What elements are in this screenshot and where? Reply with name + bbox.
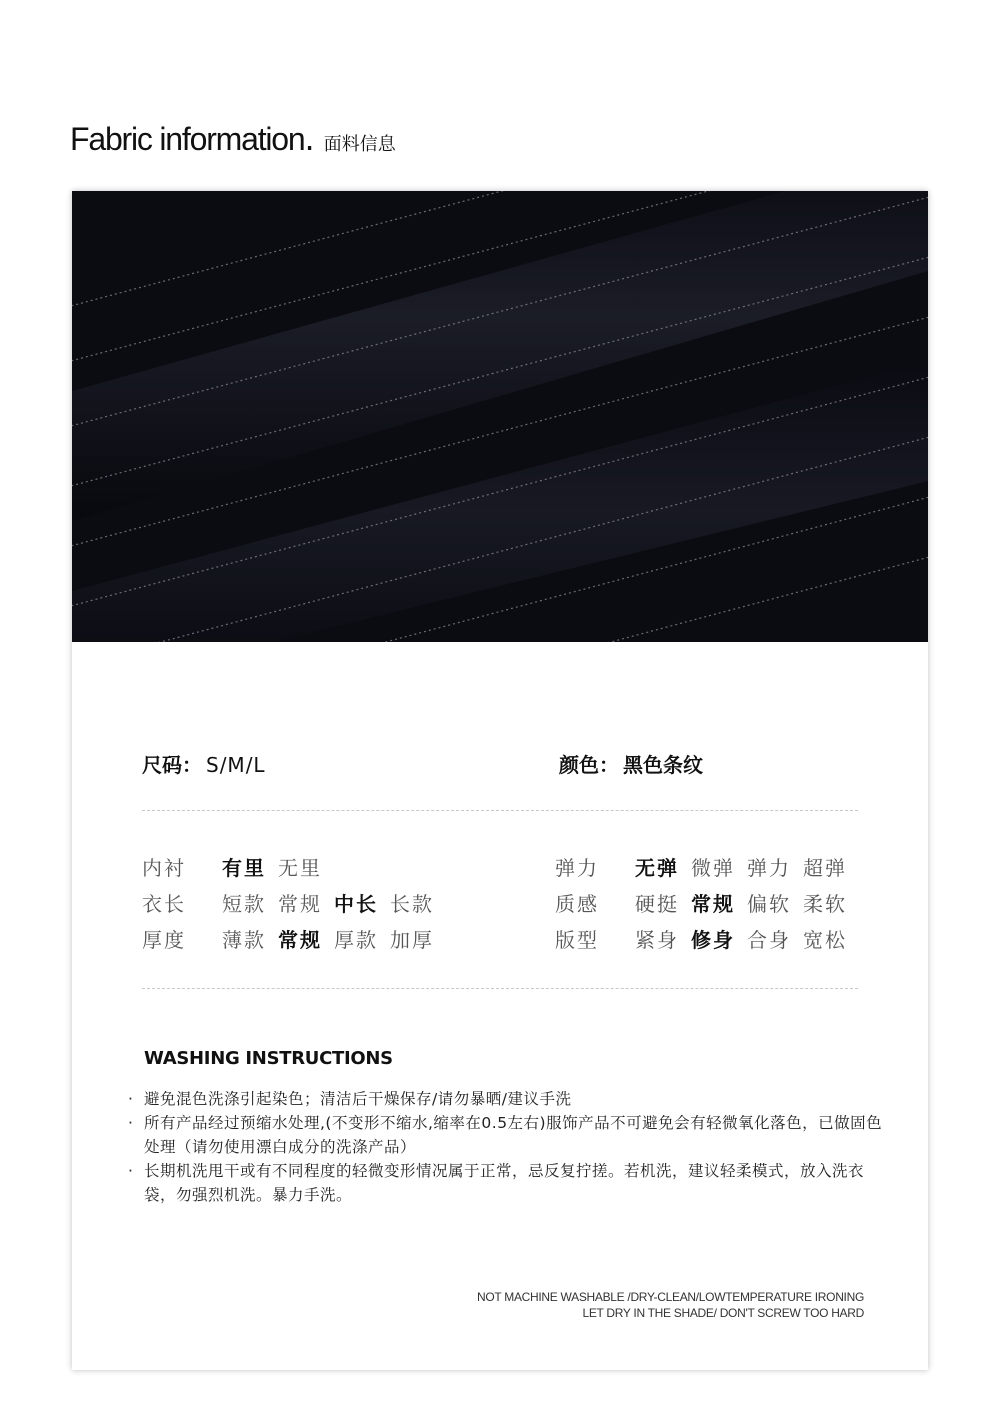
- attribute-label: 内衬: [142, 855, 186, 880]
- attribute-row: [555, 848, 859, 884]
- attribute-option: 常规: [278, 891, 322, 916]
- fabric-photo: [72, 191, 928, 642]
- care-line-2: LET DRY IN THE SHADE/ DON'T SCREW TOO HARD: [582, 1306, 864, 1320]
- bullet-icon: ·: [128, 1114, 134, 1132]
- attribute-option: 加厚: [390, 927, 434, 952]
- bullet-icon: ·: [128, 1162, 134, 1180]
- page-title: Fabric information: [70, 121, 305, 157]
- attribute-option: 无里: [278, 855, 322, 880]
- attribute-label: 衣长: [142, 891, 186, 916]
- attribute-option: 柔软: [803, 891, 847, 916]
- attribute-option: 合身: [747, 927, 791, 952]
- attribute-option-selected: 有里: [222, 855, 266, 880]
- bullet-icon: ·: [128, 1090, 134, 1108]
- attribute-label: 厚度: [142, 927, 186, 952]
- attribute-option: 弹力: [747, 855, 791, 880]
- attribute-option: 短款: [222, 891, 266, 916]
- washing-item: [128, 1087, 888, 1111]
- title-dot: .: [304, 120, 315, 158]
- attribute-option: 薄款: [222, 927, 266, 952]
- washing-item: [128, 1111, 888, 1159]
- washing-item: [128, 1159, 888, 1207]
- divider-top: [142, 810, 858, 811]
- attribute-option: 厚款: [334, 927, 378, 952]
- attributes-left: [142, 848, 446, 956]
- attribute-option: 微弹: [691, 855, 735, 880]
- care-line-1: NOT MACHINE WASHABLE /DRY-CLEAN/LOWTEMPERATURE IRONING: [477, 1290, 864, 1304]
- size-value: S/M/L: [206, 753, 266, 777]
- washing-item-text: 避免混色洗涤引起染色；清洁后干燥保存/请勿暴晒/建议手洗: [144, 1090, 572, 1108]
- care-footer: [477, 1289, 864, 1321]
- attribute-option: 长款: [390, 891, 434, 916]
- attribute-row: [142, 884, 446, 920]
- attributes-right: [555, 848, 859, 956]
- attribute-label: 版型: [555, 927, 599, 952]
- color-value: 黑色条纹: [623, 753, 703, 777]
- attribute-row: [555, 920, 859, 956]
- fabric-card: [72, 191, 928, 1370]
- attribute-label: 弹力: [555, 855, 599, 880]
- attribute-option: 硬挺: [635, 891, 679, 916]
- washing-item-text: 所有产品经过预缩水处理,(不变形不缩水,缩率在0.5左右)服饰产品不可避免会有轻微氧化落色，已做固色处理（请勿使用漂白成分的洗涤产品）: [144, 1114, 883, 1156]
- attribute-option-selected: 中长: [334, 891, 378, 916]
- attribute-row: [555, 884, 859, 920]
- attribute-label: 质感: [555, 891, 599, 916]
- divider-bottom: [142, 988, 858, 989]
- page-title-cn: 面料信息: [323, 134, 396, 155]
- washing-list: [128, 1087, 888, 1207]
- attribute-option: 偏软: [747, 891, 791, 916]
- color-label: 颜色：: [559, 753, 619, 777]
- page-header: [70, 120, 396, 158]
- attribute-row: [142, 848, 446, 884]
- attribute-row: [142, 920, 446, 956]
- attribute-option: 超弹: [803, 855, 847, 880]
- size-spec: [142, 749, 266, 778]
- attribute-option-selected: 常规: [278, 927, 322, 952]
- washing-title: WASHING INSTRUCTIONS: [144, 1048, 393, 1069]
- washing-item-text: 长期机洗甩干或有不同程度的轻微变形情况属于正常，忌反复拧搓。若机洗，建议轻柔模式，放入洗衣袋，勿强烈机洗。暴力手洗。: [144, 1162, 865, 1204]
- attribute-option-selected: 常规: [691, 891, 735, 916]
- color-spec: [559, 749, 703, 778]
- attribute-option: 紧身: [635, 927, 679, 952]
- attribute-option: 宽松: [803, 927, 847, 952]
- size-label: 尺码：: [142, 753, 202, 777]
- attribute-option-selected: 无弹: [635, 855, 679, 880]
- attribute-option-selected: 修身: [691, 927, 735, 952]
